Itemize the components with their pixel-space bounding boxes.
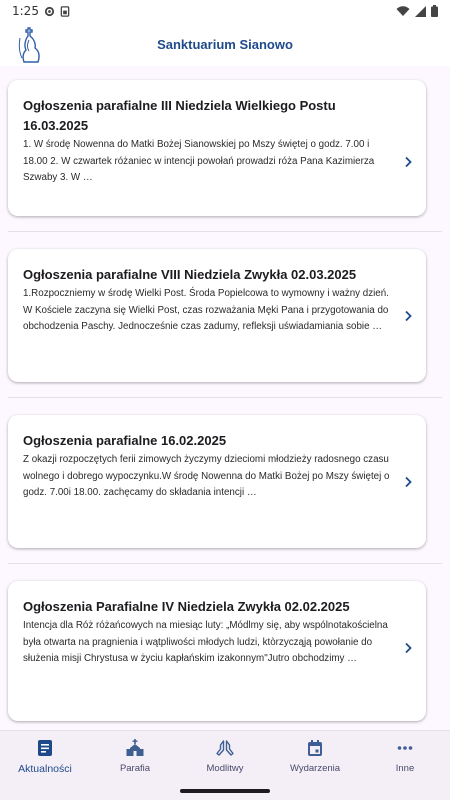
nav-label: Aktualności (18, 763, 72, 775)
chevron-right-icon (402, 476, 414, 488)
nav-item-wydarzenia[interactable] (270, 731, 360, 786)
nav-label: Inne (395, 763, 415, 774)
chevron-right-icon (402, 642, 414, 654)
announcements-list (0, 66, 450, 730)
nav-item-aktualnosci[interactable] (0, 731, 90, 786)
announcement-title: Ogłoszenia parafialne 16.02.2025 (23, 433, 227, 448)
chevron-right-icon (402, 310, 414, 322)
divider (8, 231, 442, 232)
announcement-title: Ogłoszenia parafialne III Niedziela Wielkiego Postu 16.03.2025 (23, 98, 336, 133)
announcement-excerpt: Z okazji rozpoczętych ferii zimowych życzymy dzieciomi młodzieży radosnego czasu wolnego i dobrego wypoczynku.W środę Nowenna do Matki Bożej po Mszy świętej o godz. 7.00i 18.00. zachęcamy do składania intencji … (23, 454, 390, 498)
sanctuary-logo-icon (14, 26, 48, 64)
news-icon (36, 739, 54, 757)
church-icon (126, 739, 144, 757)
announcement-card[interactable] (8, 249, 426, 382)
nav-item-modlitwy[interactable] (180, 731, 270, 786)
nav-label: Modlitwy (206, 763, 244, 774)
gear-icon (44, 6, 55, 17)
bottom-navigation (0, 730, 450, 786)
announcement-excerpt: 1. W środę Nowenna do Matki Bożej Sianowskiej po Mszy świętej o godz. 7.00 i 18.00 2. W czwartek różaniec w intencji powołań prowadzi róża Pana Kazimierza Szwaby 3. W … (23, 139, 375, 183)
divider (8, 563, 442, 564)
chevron-right-icon (402, 156, 414, 168)
announcement-card[interactable] (8, 581, 426, 721)
calendar-icon (306, 739, 324, 757)
announcement-card[interactable] (8, 80, 426, 216)
announcement-title: Ogłoszenia Parafialne IV Niedziela Zwykła 02.02.2025 (23, 599, 350, 614)
praying-hands-icon (216, 739, 234, 757)
announcement-excerpt: 1.Rozpoczniemy w środę Wielki Post. Środa Popielcowa to wymowny i ważny dzień. W Kościele zaczyna się Wielki Post, czas rozważania Męki Pana i przygotowania do obchodzenia Paschy. Jednocześnie czas zadumy, refleksji uświadamiania sobie … (23, 288, 389, 332)
wifi-icon (396, 6, 410, 17)
sim-icon (60, 6, 70, 17)
app-bar (0, 22, 450, 66)
battery-icon (431, 5, 438, 17)
app-title: Sanktuarium Sianowo (157, 36, 293, 52)
nav-item-inne[interactable] (360, 731, 450, 786)
announcement-card[interactable] (8, 415, 426, 548)
more-icon (396, 739, 414, 757)
divider (8, 397, 442, 398)
home-indicator[interactable] (180, 789, 270, 793)
nav-label: Wydarzenia (289, 763, 341, 774)
nav-label: Parafia (119, 763, 151, 774)
status-time: 1:25 (12, 4, 39, 18)
status-bar (0, 0, 450, 22)
announcement-excerpt: Intencja dla Róż różańcowych na miesiąc luty: „Módlmy się, aby wspólnotakościelna była otwarta na pragnienia i wątpliwości młodych ludzi, ktòrzycząją powołanie do służenia misji Chrystusa w życiu kapłańskim izakonnym"Jutro obchodzimy … (23, 620, 388, 664)
nav-item-parafia[interactable] (90, 731, 180, 786)
signal-icon (415, 6, 426, 17)
announcement-title: Ogłoszenia parafialne VIII Niedziela Zwykła 02.03.2025 (23, 267, 357, 282)
